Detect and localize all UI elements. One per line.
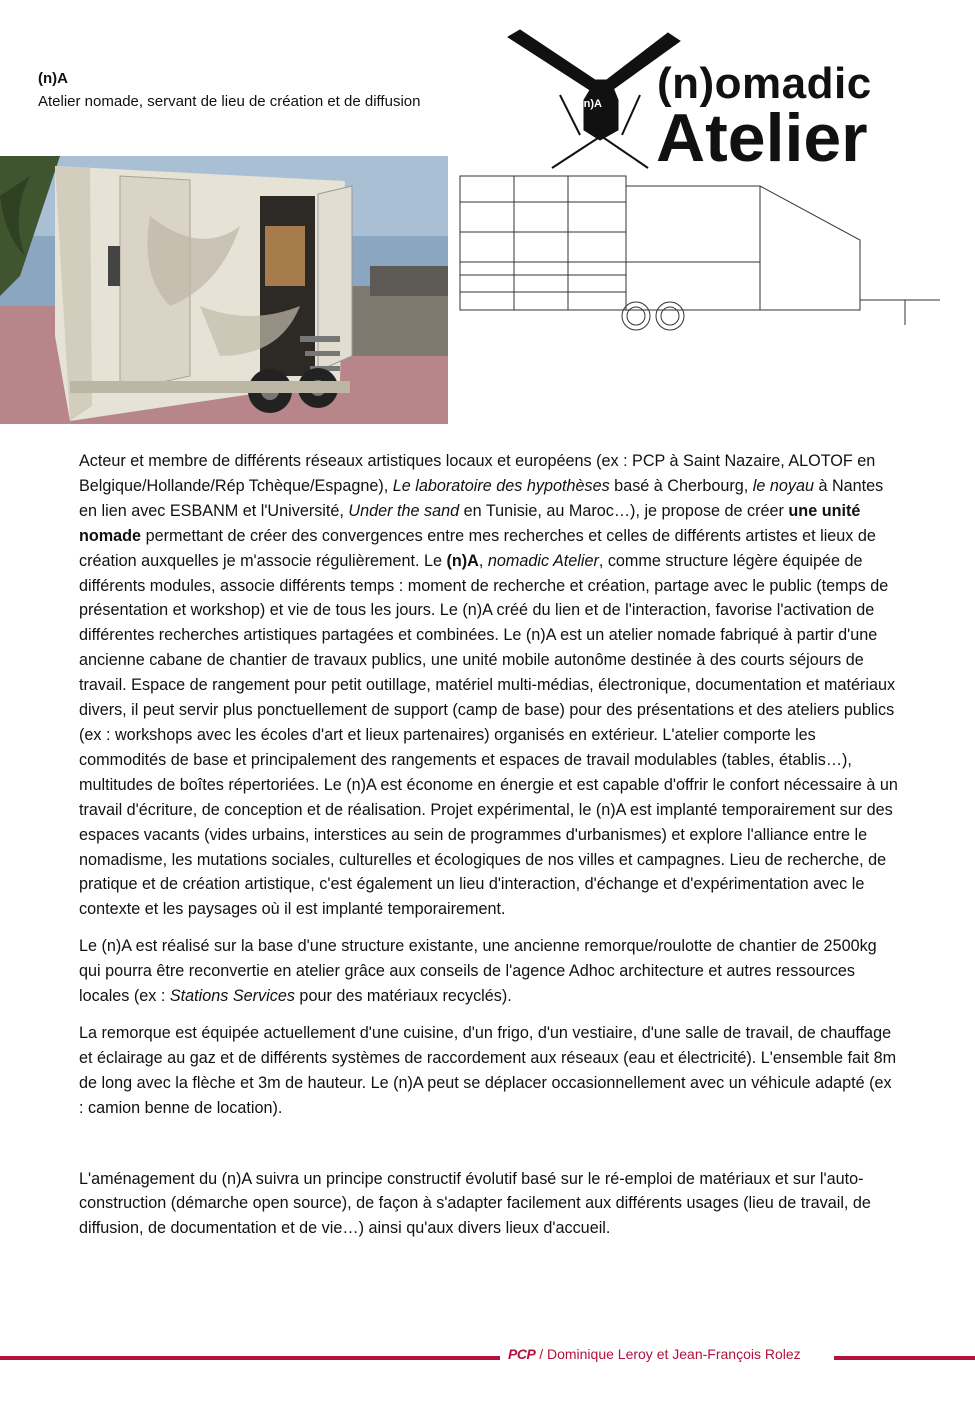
page-subtitle: Atelier nomade, servant de lieu de création et de diffusion xyxy=(38,93,421,110)
page-header xyxy=(38,70,420,110)
paragraph-2 xyxy=(79,934,899,1009)
paragraph-segment: , comme structure légère équipée de différents modules, associe différents temps : moment de recherche et création, partage avec le public (temps de présentation et workshop) et vie de tous les jours. Le (n)A créé du lien et de l'interaction, favorise l'activation de différentes recherches artistiques partagées et combinées. Le (n)A est un atelier nomade fabriqué à partir d'une ancienne cabane de chantier de travaux publics, une unité mobile autonôme destinée à des courts séjours de travail. Espace de rangement pour petit outillage, matériel multi-médias, électronique, documentation et matériaux divers, il peut servir plus ponctuellement de support (camp de base) pour des présentations et des ateliers publics (ex : workshops avec les écoles d'art et lieux partenaires) organisés en extérieur. L'atelier comporte les commodités de base et principalement des rangements et espaces de travail modulables (tables, établis…), multitudes de boîtes répertoriées. Le (n)A est économe en énergie et est capable d'offrir le confort nécessaire à un travail d'écriture, de conception et de réalisation. Projet expérimental, le (n)A est implanté temporairement sur des espaces vacants (vides urbains, interstices au sein de programmes d'urbanismes) et explore l'alliance entre le nomadisme, les mutations sociales, culturelles et écologiques de nos villes et campagnes. Lieu de recherche, de pratique et de création artistique, c'est également un lieu d'interaction, d'échange et d'expérimentation avec le contexte et les paysages où il est implanté temporairement. xyxy=(79,551,898,919)
paragraph-segment: (n)A xyxy=(446,551,479,570)
footer-rule-left xyxy=(0,1356,500,1360)
footer-rule-right xyxy=(834,1356,975,1360)
footer-brand: PCP xyxy=(508,1346,536,1362)
paragraph-3 xyxy=(79,1021,899,1121)
paragraph-segment: basé à Cherbourg, xyxy=(609,476,753,495)
paragraph-segment: pour des matériaux recyclés). xyxy=(294,987,512,1006)
paragraph-1 xyxy=(79,449,899,922)
paragraph-segment: en Tunisie, au Maroc…), je propose de créer xyxy=(459,501,789,520)
paragraph-segment: le noyau xyxy=(752,476,814,495)
trailer-photo-illustration xyxy=(0,156,448,424)
body-text xyxy=(79,449,899,1253)
paragraph-segment: La remorque est équipée actuellement d'une cuisine, d'un frigo, d'un vestiaire, d'une salle de travail, de chauffage et éclairage au gaz et de différents systèmes de raccordement aux réseaux (eau et électricité). L'ensemble fait 8m de long avec la flèche et 3m de hauteur. Le (n)A peut se déplacer occasionnellement avec un véhicule adapté (ex : camion benne de location). xyxy=(79,1023,897,1117)
paragraph-segment: Under the sand xyxy=(348,501,460,520)
footer-authors: Dominique Leroy et Jean-François Rolez xyxy=(546,1346,801,1362)
footer-separator: / xyxy=(539,1346,544,1362)
logo-badge: (n)A xyxy=(580,98,602,110)
trailer-photo xyxy=(0,156,448,424)
logo-line-2: Atelier xyxy=(656,100,868,176)
paragraph-segment: permettant de créer des convergences entre mes recherches et celles de différents artistes et lieux de création auxquelles je m'associe régulièrement. Le xyxy=(79,526,876,570)
paragraph-segment: , xyxy=(478,551,488,570)
paragraph-segment: nomadic Atelier xyxy=(487,551,599,570)
paragraph-segment: à Nantes en lien avec ESBANM et l'Université, xyxy=(79,476,884,520)
paragraph-4 xyxy=(79,1167,899,1242)
footer-bar xyxy=(0,1346,975,1370)
paragraph-segment: Acteur et membre de différents réseaux artistiques locaux et européens (ex : PCP à Saint Nazaire, ALOTOF en Belgique/Hollande/Rép Tchèque/Espagne), xyxy=(79,452,876,495)
paragraph-segment: Stations Services xyxy=(169,987,295,1006)
page-title: (n)A xyxy=(38,70,68,87)
paragraph-segment: L'aménagement du (n)A suivra un principe constructif évolutif basé sur le ré-emploi de matériaux et sur l'auto-construction (démarche open source), de façon à s'adapter facilement aux différents usages (lieu de travail, de diffusion, de documentation et de vie…) ainsi qu'aux divers lieux d'accueil. xyxy=(79,1169,871,1238)
paragraph-segment: Le laboratoire des hypothèses xyxy=(392,476,610,495)
footer-credit xyxy=(508,1346,801,1362)
logo-line-1: (n)omadic xyxy=(657,59,872,108)
paragraph-segment: Le (n)A est réalisé sur la base d'une structure existante, une ancienne remorque/roulotte de chantier de 2500kg qui pourra être reconvertie en atelier grâce aux conseils de l'agence Adhoc architecture et autres ressources locales (ex : xyxy=(79,937,877,1006)
paragraph-segment: une unité nomade xyxy=(79,501,861,545)
